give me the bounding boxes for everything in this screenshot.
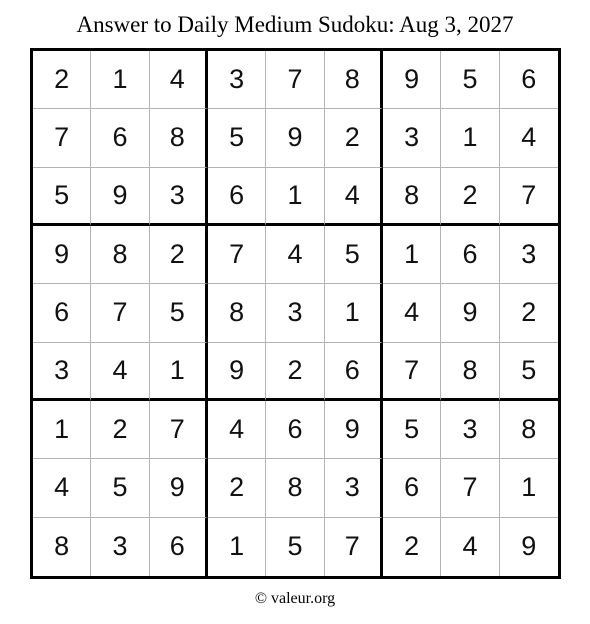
sudoku-cell-r3-c4: 6 xyxy=(208,168,266,226)
sudoku-cell-r3-c1: 5 xyxy=(33,168,91,226)
sudoku-cell-r1-c1: 2 xyxy=(33,51,91,109)
sudoku-cell-r2-c6: 2 xyxy=(325,109,383,167)
sudoku-cell-r2-c1: 7 xyxy=(33,109,91,167)
sudoku-cell-r7-c2: 2 xyxy=(91,401,149,459)
sudoku-cell-r2-c8: 1 xyxy=(441,109,499,167)
sudoku-cell-r3-c2: 9 xyxy=(91,168,149,226)
sudoku-cell-r9-c9: 9 xyxy=(521,531,537,562)
sudoku-cell-r6-c4: 9 xyxy=(208,343,266,401)
sudoku-cell-r7-c1: 1 xyxy=(33,401,91,459)
sudoku-grid xyxy=(30,48,561,579)
sudoku-cell-r3-c8: 2 xyxy=(441,168,499,226)
sudoku-cell-r1-c3: 4 xyxy=(150,51,208,109)
sudoku-cell-r1-c8: 5 xyxy=(441,51,499,109)
sudoku-cell-r3-c6: 4 xyxy=(325,168,383,226)
sudoku-cell-r4-c4: 7 xyxy=(208,226,266,284)
sudoku-cell-r3-c9: 7 xyxy=(500,168,558,226)
sudoku-cell-r9-c5: 5 xyxy=(266,518,324,576)
sudoku-cell-r8-c2: 5 xyxy=(91,459,149,517)
sudoku-cell-r4-c6: 5 xyxy=(325,226,383,284)
sudoku-cell-r8-c6: 3 xyxy=(325,459,383,517)
sudoku-cell-r7-c6: 9 xyxy=(325,401,383,459)
sudoku-cell-r7-c8: 3 xyxy=(441,401,499,459)
sudoku-cell-r5-c2: 7 xyxy=(91,284,149,342)
sudoku-cell-r7-c4: 4 xyxy=(208,401,266,459)
sudoku-cell-r9-c7: 2 xyxy=(383,518,441,576)
sudoku-cell-r5-c9: 2 xyxy=(500,284,558,342)
sudoku-cell-r2-c7: 3 xyxy=(383,109,441,167)
sudoku-cell-r5-c1: 6 xyxy=(33,284,91,342)
sudoku-cell-r7-c3: 7 xyxy=(150,401,208,459)
sudoku-cell-r2-c3: 8 xyxy=(150,109,208,167)
sudoku-cell-r7-c9: 8 xyxy=(500,401,558,459)
sudoku-cell-r6-c1: 3 xyxy=(33,343,91,401)
sudoku-cell-r6-c3: 1 xyxy=(150,343,208,401)
sudoku-cell-r4-c9: 3 xyxy=(500,226,558,284)
sudoku-cell-r1-c9: 6 xyxy=(500,51,558,109)
sudoku-cell-r5-c8: 9 xyxy=(441,284,499,342)
sudoku-cell-r7-c5: 6 xyxy=(266,401,324,459)
sudoku-cell-r8-c5: 8 xyxy=(266,459,324,517)
sudoku-cell-r1-c2: 1 xyxy=(91,51,149,109)
sudoku-cell-r3-c7: 8 xyxy=(383,168,441,226)
sudoku-cell-r5-c4: 8 xyxy=(208,284,266,342)
sudoku-cell-r4-c7: 1 xyxy=(383,226,441,284)
sudoku-cell-r8-c7: 6 xyxy=(383,459,441,517)
sudoku-cell-r9-c4: 1 xyxy=(208,518,266,576)
sudoku-cell-r3-c5: 1 xyxy=(266,168,324,226)
sudoku-cell-r8-c9: 1 xyxy=(500,459,558,517)
sudoku-cell-r5-c5: 3 xyxy=(266,284,324,342)
sudoku-cell-r6-c6: 6 xyxy=(325,343,383,401)
sudoku-cell-r5-c3: 5 xyxy=(150,284,208,342)
sudoku-cell-r8-c3: 9 xyxy=(150,459,208,517)
sudoku-cell-r8-c1: 4 xyxy=(33,459,91,517)
sudoku-cell-r6-c2: 4 xyxy=(91,343,149,401)
sudoku-cell-r1-c4: 3 xyxy=(208,51,266,109)
sudoku-cell-r7-c7: 5 xyxy=(383,401,441,459)
sudoku-cell-r2-c5: 9 xyxy=(266,109,324,167)
sudoku-cell-r5-c6: 1 xyxy=(325,284,383,342)
sudoku-cell-r6-c7: 7 xyxy=(383,343,441,401)
sudoku-cell-r9-c3: 6 xyxy=(150,518,208,576)
sudoku-cell-r9-c6: 7 xyxy=(325,518,383,576)
sudoku-cell-r5-c7: 4 xyxy=(383,284,441,342)
sudoku-cell-r1-c6: 8 xyxy=(325,51,383,109)
sudoku-cell-r4-c5: 4 xyxy=(266,226,324,284)
sudoku-cell-r9-c2: 3 xyxy=(91,518,149,576)
sudoku-cell-r6-c9: 5 xyxy=(500,343,558,401)
sudoku-cell-r9-c8: 4 xyxy=(441,518,499,576)
sudoku-cell-r4-c2: 8 xyxy=(91,226,149,284)
sudoku-cell-r9-c1: 8 xyxy=(33,518,91,576)
page-title: Answer to Daily Medium Sudoku: Aug 3, 2027 xyxy=(76,12,514,37)
sudoku-cell-r1-c5: 7 xyxy=(266,51,324,109)
sudoku-cell-r8-c8: 7 xyxy=(441,459,499,517)
sudoku-cell-r4-c3: 2 xyxy=(150,226,208,284)
sudoku-cell-r3-c3: 3 xyxy=(150,168,208,226)
sudoku-cell-r2-c9: 4 xyxy=(500,109,558,167)
sudoku-cell-r4-c8: 6 xyxy=(441,226,499,284)
site-credit: © valeur.org xyxy=(254,590,336,607)
sudoku-cell-r6-c5: 2 xyxy=(266,343,324,401)
sudoku-cell-r4-c1: 9 xyxy=(33,226,91,284)
sudoku-cell-r6-c8: 8 xyxy=(441,343,499,401)
sudoku-cell-r8-c4: 2 xyxy=(208,459,266,517)
sudoku-cell-r2-c4: 5 xyxy=(208,109,266,167)
sudoku-cell-r2-c2: 6 xyxy=(91,109,149,167)
sudoku-cell-r1-c7: 9 xyxy=(383,51,441,109)
